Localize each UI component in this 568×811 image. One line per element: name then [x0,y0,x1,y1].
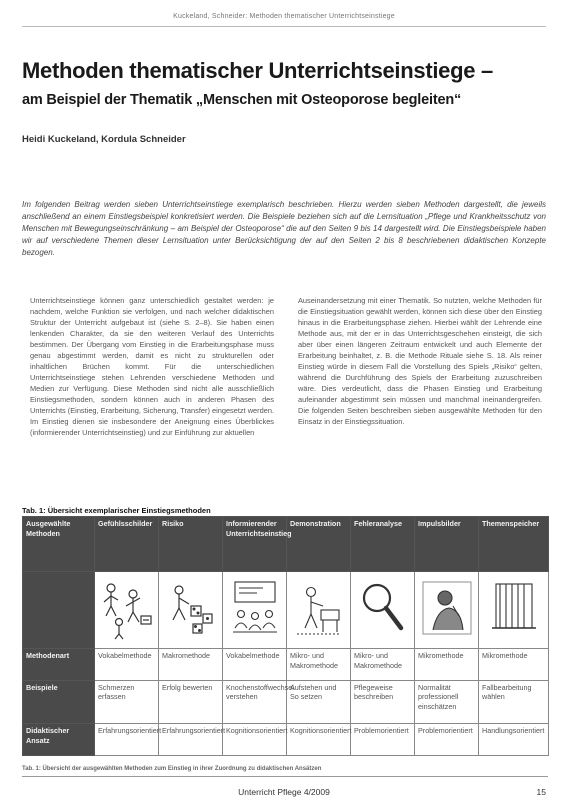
table-cell: Erfahrungsorientiert [159,724,223,756]
table-cell: Schmerzen erfassen [95,680,159,724]
body-column-left: Unterrichtseinstiege können ganz unterschiedlich gestaltet werden: je nachdem, welche Funktion sie verfolgen, und nach welcher didaktischen Struktur der Unterricht aufgebaut ist (siehe S. 2–8). Sie haben einen lenkenden Charakter, da sie den weiteren Verlauf des Unterrichts bestimmen. Der Übergang vom Einstieg in die Erarbeitungsphase muss genau abgestimmt werden, damit es nicht zu strukturellen oder inhaltlichen Brüchen kommt. Für die unterschiedlichen Unterrichtseinstiege stehen Lehrenden verschiedene Methoden und Medien zur Verfügung. Diese Methoden sind nicht alle ausschließlich Einstiegsmethoden, sondern können auch in anderen Phasen des Unterrichts (Einstieg, Erarbeitung, Sicherung, Transfer) eingesetzt werden. Im Einstieg dienen sie insbesondere der Aneignung eines Überblickes (informierender Unterrichtseinstieg) und zur Einführung zur aktuellen [30,296,275,437]
elderly-person-icon [419,576,475,640]
table-header-cell: Impulsbilder [415,517,479,572]
magnifier-icon [355,576,411,640]
table-image-cell [95,572,159,649]
table-header-cell: Demonstration [287,517,351,572]
table-row [23,649,549,681]
table-cell: Normalität professionell einschätzen [415,680,479,724]
table-header-row [23,517,549,572]
running-head: Kuckeland, Schneider: Methoden thematischer Unterrichtseinstiege [173,13,395,20]
footer-rule [22,776,548,777]
table-image-cell [159,572,223,649]
table-cell: Vokabelmethode [223,649,287,681]
table-image-cell [415,572,479,649]
table-header-cell: Informierender Unterrichtseinstieg [223,517,287,572]
intro-paragraph: Im folgenden Beitrag werden sieben Unterrichtseinstiege exemplarisch beschrieben. Hierzu werden sieben Methoden dargestellt, die jeweils anschließend an einem Einstiegsbeispiel konkretisiert werden. Die Beispiele beziehen sich auf die Lernsituation „Pflege und Krankheitsschutz von Menschen mit Bewegungseinschränkung – am Beispiel der Osteoporose“ die auf den Seiten 9 bis 14 dargestellt wird. Die Einstiegsbeispiele haben wir auf verschiedene Themen dieser Lernsituation unter Berücksichtigung der auf den Seiten 2 bis 8 beschriebenen didaktischen Konzepte bezogen. [22,200,546,258]
table-image-row [23,572,549,649]
table-caption: Tab. 1: Übersicht exemplarischer Einstiegsmethoden [22,506,211,515]
table-row [23,680,549,724]
table-note: Tab. 1: Übersicht der ausgewählten Methoden zum Einstieg in ihrer Zuordnung zu didaktischen Ansätzen [22,766,322,772]
table-row-label: Beispiele [23,680,95,724]
page-number: 15 [536,787,546,797]
methods-table [22,516,549,756]
table-cell: Problemorientiert [415,724,479,756]
table-cell: Mikromethode [415,649,479,681]
table-header-cell: Fehleranalyse [351,517,415,572]
table-cell: Problemorientiert [351,724,415,756]
article-subtitle: am Beispiel der Thematik „Menschen mit Osteoporose begleiten“ [22,92,462,108]
table-cell: Mikro- und Makromethode [287,649,351,681]
topic-storage-icon [486,576,542,640]
table-row-label: Methodenart [23,649,95,681]
table-header-cell: Ausgewählte Methoden [23,517,95,572]
table-image-cell [351,572,415,649]
table-header-cell: Risiko [159,517,223,572]
dice-game-icon [163,576,219,640]
authors: Heidi Kuckeland, Kordula Schneider [22,134,186,145]
table-image-cell [479,572,549,649]
demonstration-icon [291,576,347,640]
table-image-cell [223,572,287,649]
table-cell: Knochenstoffwechsel verstehen [223,680,287,724]
table-cell: Erfolg bewerten [159,680,223,724]
table-cell: Erfahrungsorientiert [95,724,159,756]
table-cell: Mikro- und Makromethode [351,649,415,681]
table-cell: Handlungsorientiert [479,724,549,756]
header-rule [22,26,546,27]
table-header-cell: Themenspeicher [479,517,549,572]
classroom-board-icon [227,576,283,640]
table-row [23,724,549,756]
table-cell: Aufstehen und So setzen [287,680,351,724]
table-cell: Vokabelmethode [95,649,159,681]
table-cell: Mikromethode [479,649,549,681]
table-header-cell: Gefühlsschilder [95,517,159,572]
feelings-figures-icon [99,576,155,640]
table-image-row-label [23,572,95,649]
body-column-right: Auseinandersetzung mit einer Thematik. So nutzten, welche Methoden für die Einstiegsituation gewählt werden, können sich diese über den Einstieg hinaus in die Erarbeitungsphase ziehen. Hierbei wählt der Lehrende eine Methode aus, mit der er in das Unterrichtsgeschehen einsteigt, die sich aber über einen längeren Zeitraum entwickelt und auch Elemente der Erarbeitung beinhaltet, z. B. die Methode Rituale siehe S. 18. Als reiner Einstieg würde in diesem Fall die Vorstellung des Spiels „Risiko“ gelten, während die Durchführung des Spiels der Erarbeitung zuzuschreiben wäre. Dies verdeutlicht, dass die Phasen Einstieg und Erarbeitung aufeinander abgestimmt sein müssen und manchmal ineinandergreifen. Die folgenden Seiten beschreiben sieben ausgewählte Methoden für den Einsatz in der Einstiegssituation. [298,296,542,426]
table-row-label: Didaktischer Ansatz [23,724,95,756]
table-cell: Kognitionsorientiert [287,724,351,756]
table-cell: Fallbearbeitung wählen [479,680,549,724]
table-cell: Kognitionsorientiert [223,724,287,756]
table-cell: Pflegeweise beschreiben [351,680,415,724]
journal-name: Unterricht Pflege 4/2009 [238,787,330,797]
article-title: Methoden thematischer Unterrichtseinstiege – [22,58,493,83]
table-cell: Makromethode [159,649,223,681]
table-image-cell [287,572,351,649]
